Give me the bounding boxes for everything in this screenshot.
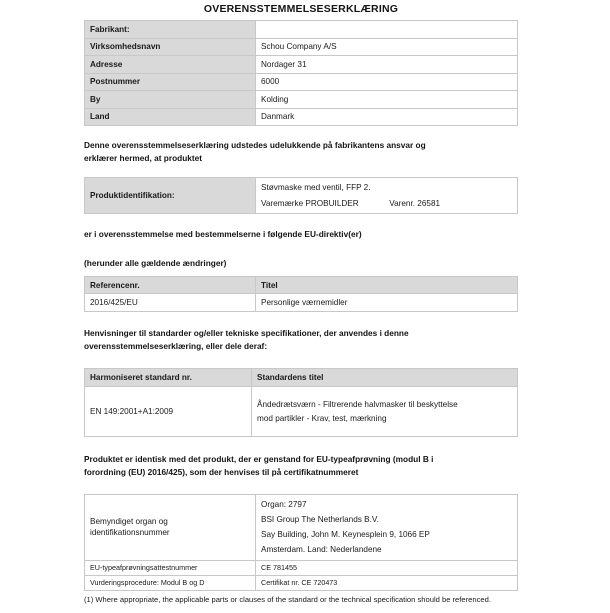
notified-body-address-line-2: Amsterdam. Land: Nederlandene bbox=[261, 545, 382, 555]
row-label-address: Adresse bbox=[85, 56, 256, 74]
column-header-standard-title: Standardens titel bbox=[252, 368, 518, 386]
row-value-city: Kolding bbox=[256, 91, 518, 109]
standard-title-line-1: Åndedrætsværn - Filtrerende halvmasker til beskyttelse bbox=[257, 399, 458, 409]
table-row bbox=[85, 575, 518, 590]
reference-number: 2016/425/EU bbox=[85, 294, 256, 312]
reference-title: Personlige værnemidler bbox=[256, 294, 518, 312]
type-examination-line-2: forordning (EU) 2016/425), som der henvises til på certifikatnummeret bbox=[84, 467, 359, 478]
notified-body-name: BSI Group The Netherlands B.V. bbox=[261, 515, 379, 525]
table-header-row bbox=[85, 276, 518, 294]
table-row bbox=[85, 21, 518, 39]
declaration-paragraph bbox=[84, 139, 518, 166]
row-value-company: Schou Company A/S bbox=[256, 38, 518, 56]
type-examination-line-1: Produktet er identisk med det produkt, der er genstand for EU-typeafprøvning (modul B i bbox=[84, 453, 434, 464]
product-item-number: Varenr. 26581 bbox=[389, 198, 441, 208]
table-row bbox=[85, 386, 518, 436]
product-description: Støvmaske med ventil, FFP 2. bbox=[261, 182, 371, 192]
table-header-row bbox=[85, 368, 518, 386]
standards-intro-line-1: Henvisninger til standarder og/eller tekniske specifikationer, der anvendes i denne bbox=[84, 327, 409, 338]
table-row bbox=[85, 494, 518, 560]
notified-body-label-line-2: identifikationsnummer bbox=[90, 528, 170, 538]
row-label-city: By bbox=[85, 91, 256, 109]
row-label-postcode: Postnummer bbox=[85, 73, 256, 91]
table-row bbox=[85, 73, 518, 91]
standards-intro-line-2: overensstemmelseserklæring, eller dele deraf: bbox=[84, 341, 268, 352]
notified-body-organ: Organ: 2797 bbox=[261, 500, 307, 509]
column-header-reference: Referencenr. bbox=[85, 276, 256, 294]
row-value-address: Nordager 31 bbox=[256, 56, 518, 74]
manufacturer-table bbox=[84, 20, 518, 126]
notified-body-label bbox=[85, 494, 256, 560]
row-value-postcode: 6000 bbox=[256, 73, 518, 91]
row-label-company: Virksomhedsnavn bbox=[85, 38, 256, 56]
notified-body-address-line-1: Say Building, John M. Keynesplein 9, 1066 EP bbox=[261, 530, 430, 540]
manufacturer-section-label: Fabrikant: bbox=[85, 21, 256, 39]
conformity-statement: er i overensstemmelse med bestemmelserne i følgende EU-direktiv(er) bbox=[84, 229, 362, 239]
table-row bbox=[85, 294, 518, 312]
certificate-number-value: CE 781455 bbox=[256, 560, 518, 575]
standard-title-line-2: mod partikler - Krav, test, mærkning bbox=[257, 413, 387, 423]
type-examination-paragraph bbox=[84, 453, 518, 480]
product-identification-table bbox=[84, 177, 518, 214]
table-row bbox=[85, 38, 518, 56]
column-header-standard-number: Harmoniseret standard nr. bbox=[85, 368, 252, 386]
table-row bbox=[85, 560, 518, 575]
footnote-line-2: should be referenced. bbox=[417, 594, 491, 604]
declaration-line-1: Denne overensstemmelseserklæring udstedes udelukkende på fabrikantens ansvar og bbox=[84, 140, 426, 150]
product-id-label: Produktidentifikation: bbox=[85, 177, 256, 213]
product-id-value bbox=[256, 177, 518, 213]
footnote-line-1: (1) Where appropriate, the applicable parts or clauses of the standard or the technical specification bbox=[84, 594, 416, 604]
notified-body-table bbox=[84, 494, 518, 591]
page-title: OVERENSSTEMMELSESERKLÆRING bbox=[203, 3, 399, 15]
table-row bbox=[85, 56, 518, 74]
standard-title bbox=[252, 386, 518, 436]
product-brand-line bbox=[261, 195, 512, 211]
manufacturer-section-blank bbox=[256, 21, 518, 39]
standards-table bbox=[84, 368, 518, 437]
notified-body-details bbox=[256, 494, 518, 560]
standards-intro-paragraph bbox=[84, 327, 518, 354]
declaration-line-2: erklærer hermed, at produktet bbox=[84, 153, 203, 164]
certificate-number-label: EU-typeafprøvningsattestnummer bbox=[85, 560, 256, 575]
table-row bbox=[85, 91, 518, 109]
reference-table bbox=[84, 276, 518, 312]
amendments-note: (herunder alle gældende ændringer) bbox=[84, 258, 227, 269]
column-header-title: Titel bbox=[256, 276, 518, 294]
standard-number: EN 149:2001+A1:2009 bbox=[85, 386, 252, 436]
assessment-procedure-value: Certifikat nr. CE 720473 bbox=[256, 575, 518, 590]
table-row bbox=[85, 177, 518, 213]
assessment-procedure-label: Vurderingsprocedure: Modul B og D bbox=[85, 575, 256, 590]
product-brand: Varemærke PROBUILDER bbox=[261, 198, 359, 208]
document-page bbox=[0, 3, 610, 613]
notified-body-label-line-1: Bemyndiget organ og bbox=[90, 517, 168, 527]
table-row bbox=[85, 108, 518, 126]
row-value-country: Danmark bbox=[256, 108, 518, 126]
row-label-country: Land bbox=[85, 108, 256, 126]
footnote bbox=[84, 594, 524, 605]
